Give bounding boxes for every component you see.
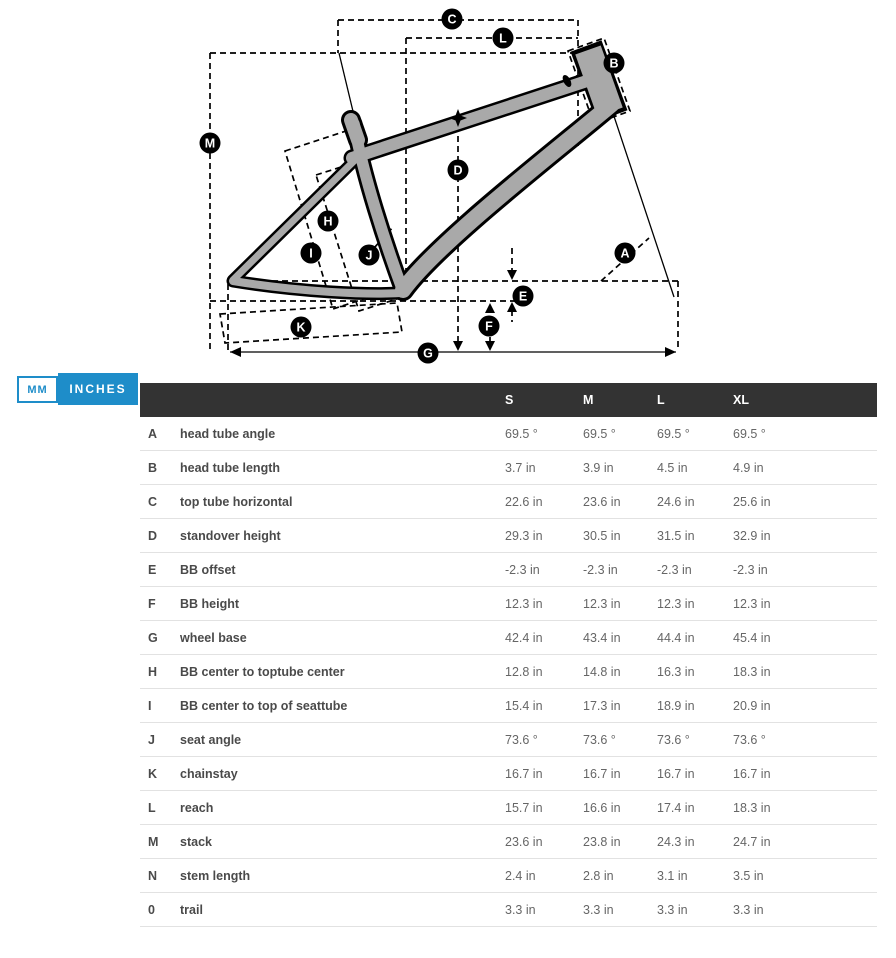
cell-value: 2.4 in xyxy=(505,859,583,893)
svg-text:M: M xyxy=(204,136,216,151)
svg-text:F: F xyxy=(485,319,493,334)
table-header-row xyxy=(140,383,877,417)
svg-text:J: J xyxy=(365,248,373,263)
row-letter: 0 xyxy=(140,893,180,927)
table-row xyxy=(140,859,877,893)
diagram-label-e xyxy=(513,286,534,307)
cell-value: 3.3 in xyxy=(583,893,657,927)
cell-value: 15.7 in xyxy=(505,791,583,825)
cell-value: 3.1 in xyxy=(657,859,733,893)
cell-value: 73.6 ° xyxy=(733,723,877,757)
cell-value: 22.6 in xyxy=(505,485,583,519)
diagram-letter-badges xyxy=(200,9,636,364)
svg-text:B: B xyxy=(609,56,619,71)
cell-value: 73.6 ° xyxy=(583,723,657,757)
diagram-label-h xyxy=(318,211,339,232)
cell-value: 16.7 in xyxy=(733,757,877,791)
svg-text:E: E xyxy=(518,289,528,304)
cell-value: 73.6 ° xyxy=(657,723,733,757)
row-letter: N xyxy=(140,859,180,893)
column-header-l: L xyxy=(657,383,733,417)
cell-value: 69.5 ° xyxy=(657,417,733,451)
svg-text:C: C xyxy=(447,12,457,27)
svg-text:L: L xyxy=(499,31,507,46)
row-name: BB center to toptube center xyxy=(180,655,505,689)
row-name: standover height xyxy=(180,519,505,553)
cell-value: 42.4 in xyxy=(505,621,583,655)
row-letter: G xyxy=(140,621,180,655)
diagram-label-a xyxy=(615,243,636,264)
cell-value: 12.3 in xyxy=(657,587,733,621)
wheelbase-arrow xyxy=(230,347,676,357)
units-mm-button[interactable]: MM xyxy=(17,376,58,403)
row-name: BB height xyxy=(180,587,505,621)
table-row xyxy=(140,825,877,859)
row-name: chainstay xyxy=(180,757,505,791)
cell-value: 23.8 in xyxy=(583,825,657,859)
cell-value: -2.3 in xyxy=(733,553,877,587)
table-row xyxy=(140,723,877,757)
cell-value: -2.3 in xyxy=(583,553,657,587)
diagram-label-f xyxy=(479,316,500,337)
cell-value: -2.3 in xyxy=(505,553,583,587)
diagram-label-c xyxy=(442,9,463,30)
cell-value: 25.6 in xyxy=(733,485,877,519)
row-name: BB offset xyxy=(180,553,505,587)
svg-text:G: G xyxy=(423,346,433,361)
cell-value: 18.3 in xyxy=(733,655,877,689)
frame xyxy=(233,50,612,294)
svg-text:H: H xyxy=(323,214,333,229)
row-name: reach xyxy=(180,791,505,825)
units-inches-button[interactable]: INCHES xyxy=(58,373,138,405)
table-row xyxy=(140,655,877,689)
cell-value: 16.7 in xyxy=(583,757,657,791)
cell-value: 23.6 in xyxy=(583,485,657,519)
cell-value: 14.8 in xyxy=(583,655,657,689)
cell-value: 69.5 ° xyxy=(583,417,657,451)
cell-value: 3.3 in xyxy=(505,893,583,927)
table-row xyxy=(140,689,877,723)
cell-value: 18.3 in xyxy=(733,791,877,825)
row-letter: J xyxy=(140,723,180,757)
cell-value: 43.4 in xyxy=(583,621,657,655)
row-letter: I xyxy=(140,689,180,723)
row-name: head tube length xyxy=(180,451,505,485)
svg-text:I: I xyxy=(309,246,313,261)
cell-value: 3.3 in xyxy=(657,893,733,927)
cell-value: 16.6 in xyxy=(583,791,657,825)
diagram-label-k xyxy=(291,317,312,338)
cell-value: 24.6 in xyxy=(657,485,733,519)
cell-value: 17.3 in xyxy=(583,689,657,723)
column-header-m: M xyxy=(583,383,657,417)
cell-value: 69.5 ° xyxy=(733,417,877,451)
cell-value: 16.7 in xyxy=(657,757,733,791)
header-spacer-letter xyxy=(140,383,180,417)
table-row xyxy=(140,757,877,791)
cell-value: 23.6 in xyxy=(505,825,583,859)
cell-value: 16.3 in xyxy=(657,655,733,689)
row-letter: M xyxy=(140,825,180,859)
table-row xyxy=(140,791,877,825)
row-name: top tube horizontal xyxy=(180,485,505,519)
diagram-label-l xyxy=(493,28,514,49)
row-letter: C xyxy=(140,485,180,519)
cell-value: 44.4 in xyxy=(657,621,733,655)
row-name: BB center to top of seattube xyxy=(180,689,505,723)
column-header-xl: XL xyxy=(733,383,877,417)
cell-value: 12.8 in xyxy=(505,655,583,689)
cell-value: 12.3 in xyxy=(505,587,583,621)
cell-value: 17.4 in xyxy=(657,791,733,825)
bike-geometry-diagram xyxy=(0,0,896,370)
diagram-label-m xyxy=(200,133,221,154)
cell-value: 24.3 in xyxy=(657,825,733,859)
row-letter: L xyxy=(140,791,180,825)
cell-value: -2.3 in xyxy=(657,553,733,587)
cell-value: 15.4 in xyxy=(505,689,583,723)
row-letter: K xyxy=(140,757,180,791)
diagram-label-b xyxy=(604,53,625,74)
cell-value: 20.9 in xyxy=(733,689,877,723)
cell-value: 32.9 in xyxy=(733,519,877,553)
table-row xyxy=(140,893,877,927)
diagram-label-j xyxy=(359,245,380,266)
diagram-label-i xyxy=(301,243,322,264)
diagram-label-d xyxy=(448,160,469,181)
cell-value: 18.9 in xyxy=(657,689,733,723)
row-name: wheel base xyxy=(180,621,505,655)
row-letter: A xyxy=(140,417,180,451)
cell-value: 12.3 in xyxy=(733,587,877,621)
row-name: stack xyxy=(180,825,505,859)
row-letter: D xyxy=(140,519,180,553)
svg-text:D: D xyxy=(453,163,463,178)
cell-value: 3.5 in xyxy=(733,859,877,893)
cell-value: 4.5 in xyxy=(657,451,733,485)
cell-value: 29.3 in xyxy=(505,519,583,553)
row-name: seat angle xyxy=(180,723,505,757)
row-letter: E xyxy=(140,553,180,587)
column-header-s: S xyxy=(505,383,583,417)
measure-arrowheads xyxy=(453,270,517,351)
cell-value: 31.5 in xyxy=(657,519,733,553)
cell-value: 16.7 in xyxy=(505,757,583,791)
svg-text:A: A xyxy=(620,246,630,261)
row-name: head tube angle xyxy=(180,417,505,451)
cell-value: 3.3 in xyxy=(733,893,877,927)
cell-value: 12.3 in xyxy=(583,587,657,621)
geometry-table xyxy=(140,383,877,927)
header-spacer-name xyxy=(180,383,505,417)
cell-value: 2.8 in xyxy=(583,859,657,893)
table-row xyxy=(140,417,877,451)
svg-text:K: K xyxy=(296,320,306,335)
cell-value: 45.4 in xyxy=(733,621,877,655)
cell-value: 3.9 in xyxy=(583,451,657,485)
cell-value: 69.5 ° xyxy=(505,417,583,451)
table-row xyxy=(140,519,877,553)
table-row xyxy=(140,451,877,485)
row-letter: H xyxy=(140,655,180,689)
cell-value: 30.5 in xyxy=(583,519,657,553)
row-letter: B xyxy=(140,451,180,485)
row-name: stem length xyxy=(180,859,505,893)
row-letter: F xyxy=(140,587,180,621)
cell-value: 73.6 ° xyxy=(505,723,583,757)
table-row xyxy=(140,485,877,519)
cell-value: 24.7 in xyxy=(733,825,877,859)
diagram-label-g xyxy=(418,343,439,364)
cell-value: 3.7 in xyxy=(505,451,583,485)
table-row xyxy=(140,587,877,621)
table-row xyxy=(140,553,877,587)
row-name: trail xyxy=(180,893,505,927)
cell-value: 4.9 in xyxy=(733,451,877,485)
table-row xyxy=(140,621,877,655)
